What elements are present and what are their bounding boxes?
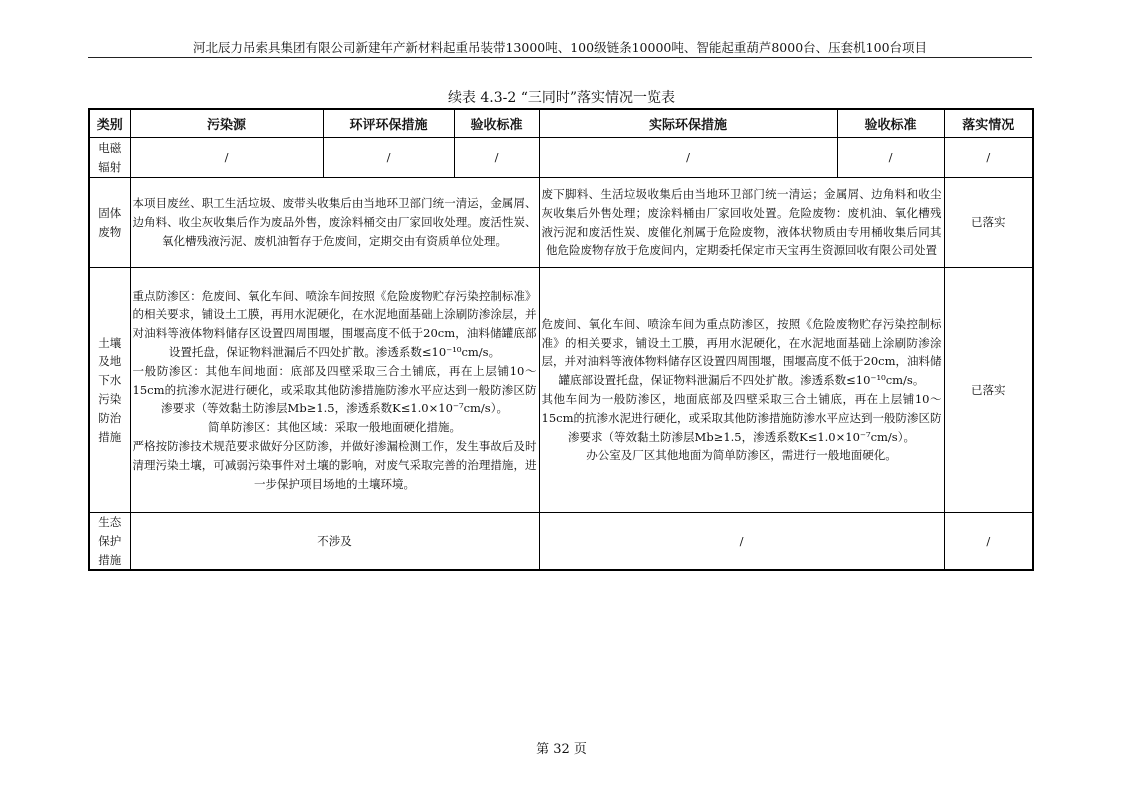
simple-seepage-paragraph: 简单防渗区：其他区域：采取一般地面硬化措施。 — [208, 420, 461, 435]
table-cell: / — [323, 138, 454, 178]
table-cell: / — [837, 138, 944, 178]
eia-measures-cell: 不涉及 — [130, 513, 539, 571]
table-cell: / — [944, 138, 1033, 178]
col-header-acceptance-standard: 验收标准 — [454, 109, 539, 138]
table-row — [89, 268, 1033, 513]
row-category-solid-waste: 固体 废物 — [89, 178, 130, 268]
table-row — [89, 513, 1033, 571]
col-header-pollution-source: 污染源 — [130, 109, 323, 138]
actual-measures-cell — [539, 268, 944, 513]
table-row — [89, 178, 1033, 268]
actual-measures-cell: / — [539, 513, 944, 571]
table-header-row — [89, 109, 1033, 138]
monitoring-paragraph: 严格按防渗技术规范要求做好分区防渗，并做好渗漏检测工作，发生事故后及时清理污染土壤，可减弱污染事件对土壤的影响，对废气采取完善的治理措施，进一步保护项目场地的土壤环境。 — [132, 438, 537, 491]
header-rule — [88, 57, 1032, 58]
status-cell: 已落实 — [944, 178, 1033, 268]
row-category-electromagnetic: 电磁 辐射 — [89, 138, 130, 178]
status-cell: / — [944, 513, 1033, 571]
key-seepage-paragraph: 重点防渗区：危废间、氧化车间、喷涂车间按照《危险废物贮存污染控制标准》的相关要求，铺设土工膜，再用水泥硬化，在水泥地面基础上涂刷防渗涂层，并对油料等液体物料储存区设置四周围堰，围堰高度不低于20cm，油料储罐底部设置托盘，保证物料泄漏后不四处扩散。渗透系数≤10⁻¹⁰cm/s。 — [132, 288, 537, 359]
page-number: 第 32 页 — [536, 742, 587, 757]
eia-measures-cell: 本项目废丝、职工生活垃圾、废带头收集后由当地环卫部门统一清运，金属屑、边角料、收尘灰收集后作为废品外售，废涂料桶交由厂家回收处理。废活性炭、氧化槽残液污泥、废机油暂存于危废间，定期交由有资质单位处理。 — [130, 178, 539, 268]
eia-measures-cell — [130, 268, 539, 513]
col-header-status: 落实情况 — [944, 109, 1033, 138]
col-header-category: 类别 — [89, 109, 130, 138]
key-seepage-paragraph: 危废间、氧化车间、喷涂车间为重点防渗区，按照《危险废物贮存污染控制标准》的相关要求，铺设土工膜，再用水泥硬化，在水泥地面基础上涂刷防渗涂层，并对油料等液体物料储存区设置四周围堰，围堰高度不低于20cm，油料储罐底部设置托盘，保证物料泄漏后不四处扩散。渗透系数≤10⁻¹⁰cm/s。 — [541, 316, 942, 388]
general-seepage-paragraph: 一般防渗区：其他车间地面：底部及四壁采取三合土铺底，再在上层铺10～15cm的抗渗水泥进行硬化，或采取其他防渗措施防渗水平应达到一般防渗区防渗要求（等效黏土防渗层Mb≥1.5，渗透系数K≤1.0×10⁻⁷cm/s）。 — [132, 363, 537, 416]
row-category-soil-groundwater: 土壤 及地 下水 污染 防治 措施 — [89, 268, 130, 513]
table-cell: / — [454, 138, 539, 178]
col-header-actual-measures: 实际环保措施 — [539, 109, 837, 138]
simple-seepage-paragraph: 办公室及厂区其他地面为简单防渗区，需进行一般地面硬化。 — [586, 448, 897, 463]
actual-measures-cell: 废下脚料、生活垃圾收集后由当地环卫部门统一清运；金属屑、边角料和收尘灰收集后外售处理；废涂料桶由厂家回收处置。危险废物：废机油、氧化槽残液污泥和废活性炭、废催化剂属于危险废物，液体状物质由专用桶收集后同其他危险废物存放于危废间内，定期委托保定市天宝再生资源回收有限公司处置 — [539, 178, 944, 268]
row-category-ecology: 生态 保护 措施 — [89, 513, 130, 571]
three-simultaneous-table — [88, 108, 1034, 571]
table-row — [89, 138, 1033, 178]
col-header-acceptance-standard-2: 验收标准 — [837, 109, 944, 138]
table-caption: 续表 4.3-2 “三同时”落实情况一览表 — [447, 90, 676, 106]
general-seepage-paragraph: 其他车间为一般防渗区，地面底部及四壁采取三合土铺底，再在上层铺10～15cm的抗渗水泥进行硬化，或采取其他防渗措施防渗水平应达到一般防渗区防渗要求（等效黏土防渗层Mb≥1.5，渗透系数K≤1.0×10⁻⁷cm/s）。 — [541, 392, 942, 444]
table-cell: / — [539, 138, 837, 178]
page-header: 河北辰力吊索具集团有限公司新建年产新材料起重吊装带13000吨、100级链条10000吨、智能起重葫芦8000台、压套机100台项目 — [192, 40, 928, 55]
table-cell: / — [130, 138, 323, 178]
status-cell: 已落实 — [944, 268, 1033, 513]
col-header-eia-measures: 环评环保措施 — [323, 109, 454, 138]
